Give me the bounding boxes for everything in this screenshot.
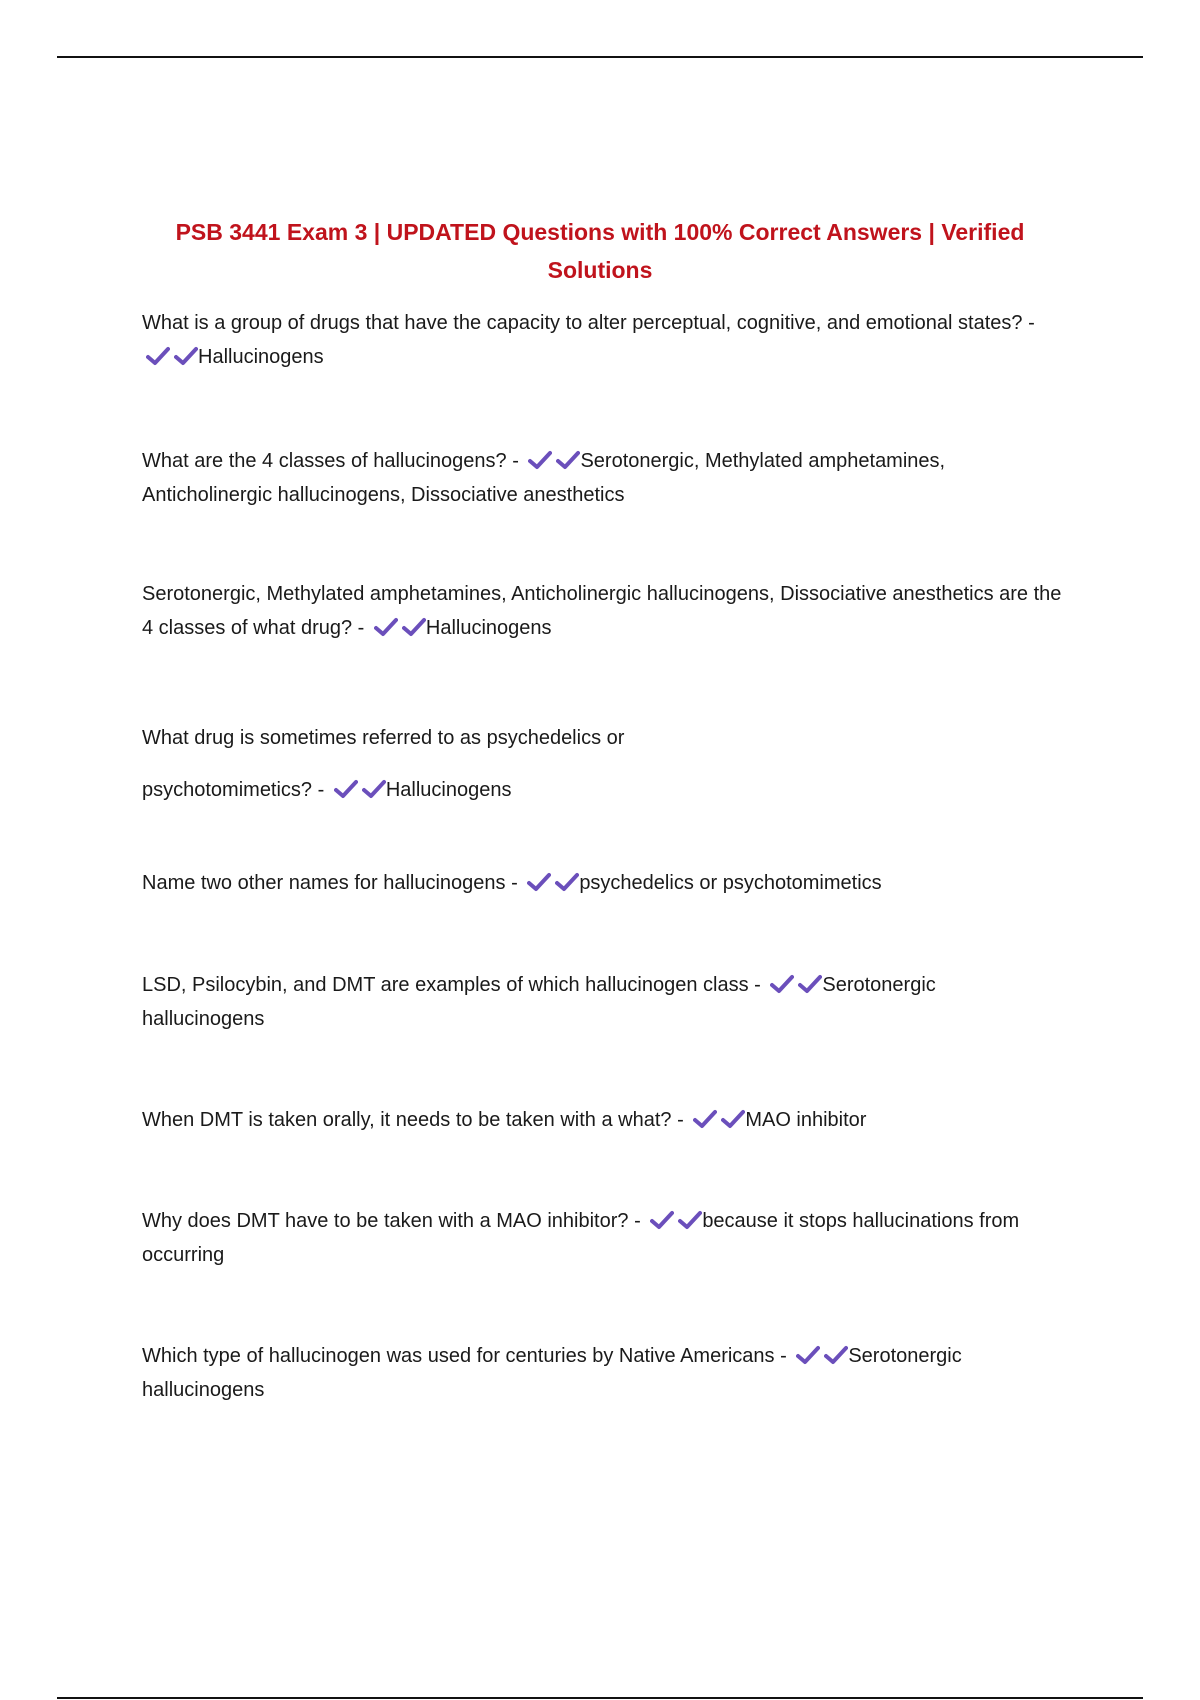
- header-rule: [57, 56, 1143, 58]
- separator: -: [774, 1345, 793, 1367]
- check-icon: [796, 1345, 820, 1365]
- check-icon: [678, 1210, 702, 1230]
- separator: -: [312, 779, 330, 801]
- qa-item: [142, 712, 1062, 816]
- check-icon: [693, 1109, 717, 1129]
- question-text: Why does DMT have to be taken with a MAO inhibitor?: [142, 1210, 629, 1232]
- answer-text: Hallucinogens: [198, 346, 324, 368]
- check-icon: [334, 779, 358, 799]
- answer-text: MAO inhibitor: [745, 1109, 867, 1131]
- check-icon: [650, 1210, 674, 1230]
- footer-rule: [57, 1697, 1143, 1699]
- separator: -: [506, 450, 525, 472]
- check-icon: [146, 346, 170, 366]
- check-icon: [362, 779, 386, 799]
- check-icon: [374, 617, 398, 637]
- check-icon: [721, 1109, 745, 1129]
- question-text: Name two other names for hallucinogens: [142, 872, 506, 894]
- question-text: When DMT is taken orally, it needs to be taken with a what?: [142, 1109, 672, 1131]
- question-text-line1: What drug is sometimes referred to as psychedelics or: [142, 727, 625, 749]
- qa-item: [142, 306, 1062, 374]
- check-icon: [798, 974, 822, 994]
- question-text: What are the 4 classes of hallucinogens?: [142, 450, 507, 472]
- answer-text: because it stops hallucinations from occurring: [142, 1210, 1020, 1266]
- qa-item: [142, 1103, 1062, 1137]
- check-icon: [770, 974, 794, 994]
- answer-text: Hallucinogens: [385, 779, 512, 801]
- separator: -: [748, 974, 767, 996]
- answer-text: Hallucinogens: [425, 617, 552, 639]
- question-text: Serotonergic, Methylated amphetamines, Anticholinergic hallucinogens, Dissociative anesthetics are the 4 classes of what drug?: [142, 583, 1062, 639]
- question-text: LSD, Psilocybin, and DMT are examples of which hallucinogen class: [142, 974, 749, 996]
- question-text: Which type of hallucinogen was used for centuries by Native Americans: [142, 1345, 775, 1367]
- qa-item: [142, 1339, 1062, 1407]
- qa-item: [142, 866, 1062, 900]
- check-icon: [527, 872, 551, 892]
- answer-text: psychedelics or psychotomimetics: [579, 872, 882, 894]
- check-icon: [556, 450, 580, 470]
- answer-text: Serotonergic hallucinogens: [142, 1345, 962, 1401]
- document-title: PSB 3441 Exam 3 | UPDATED Questions with 100% Correct Answers | Verified Solutions: [175, 219, 1025, 283]
- check-icon: [528, 450, 552, 470]
- separator: -: [505, 872, 524, 894]
- qa-item: [142, 577, 1062, 645]
- check-icon: [174, 346, 198, 366]
- check-icon: [555, 872, 579, 892]
- separator: -: [628, 1210, 647, 1232]
- qa-item: [142, 444, 1062, 512]
- separator: -: [352, 617, 370, 639]
- qa-item: [142, 1204, 1062, 1272]
- question-text: What is a group of drugs that have the capacity to alter perceptual, cognitive, and emotional states?: [142, 312, 1023, 334]
- check-icon: [824, 1345, 848, 1365]
- question-text-line2: psychotomimetics?: [142, 779, 313, 801]
- answer-text: Serotonergic hallucinogens: [142, 974, 936, 1030]
- separator: -: [1022, 312, 1035, 334]
- answer-text: Serotonergic, Methylated amphetamines, Anticholinergic hallucinogens, Dissociative anesthetics: [142, 450, 946, 506]
- separator: -: [671, 1109, 690, 1131]
- check-icon: [402, 617, 426, 637]
- qa-item: [142, 968, 1062, 1036]
